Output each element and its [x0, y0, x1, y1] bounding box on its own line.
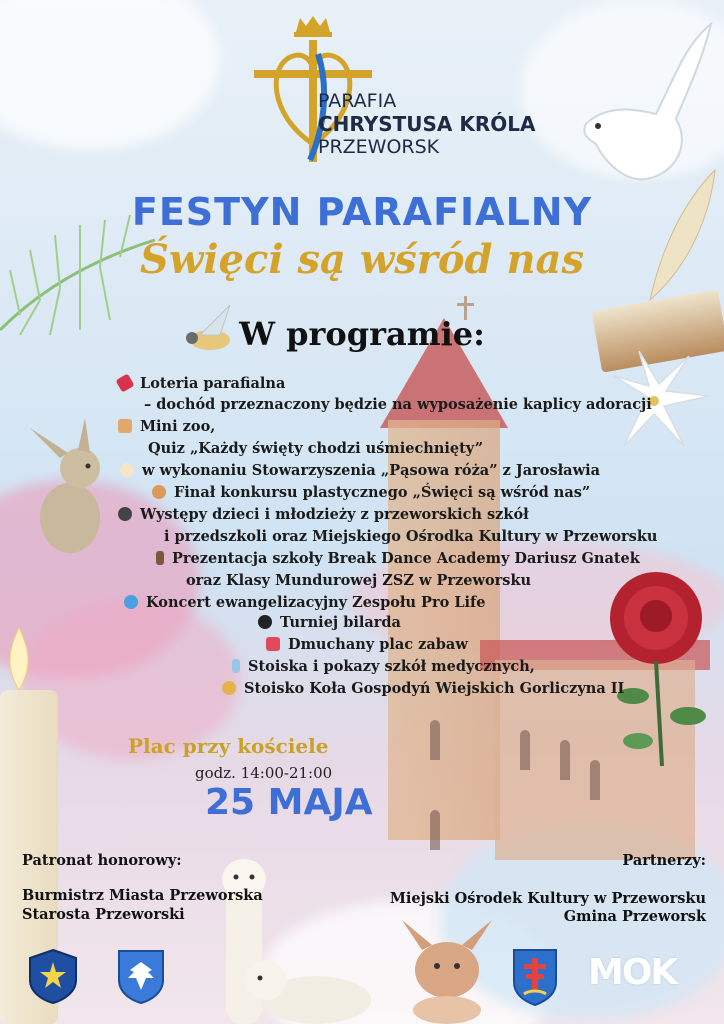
event-subtitle: Święci są wśród nas [140, 236, 584, 283]
rabbit-icon [10, 418, 120, 558]
gmina-przeworsk-crest-icon [512, 948, 558, 1006]
programme-item [118, 418, 215, 435]
programme-item-text: Finał konkursu plastycznego „Święci są wśród nas” [174, 484, 591, 501]
church-tower [388, 420, 500, 840]
ticket-icon [115, 373, 134, 392]
church-window [560, 740, 570, 780]
church-window [430, 810, 440, 850]
programme-item [186, 572, 531, 589]
event-date: 25 MAJA [205, 782, 373, 823]
programme-item-text: – dochód przeznaczony będzie na wyposażenie kaplicy adoracji [144, 396, 652, 413]
programme-item [266, 636, 468, 653]
flame-icon [6, 628, 32, 692]
deer-icon [392, 910, 502, 1024]
programme-item-text: Loteria parafialna [140, 375, 286, 392]
feather-icon [640, 165, 720, 305]
programme-item-text: Mini zoo, [140, 418, 216, 435]
programme-item [144, 396, 652, 413]
programme-item [152, 484, 590, 501]
angel-icon [120, 463, 134, 477]
programme-item [124, 594, 486, 611]
programme-item-text: w wykonaniu Stowarzyszenia „Pąsowa róża” z Jarosławia [142, 462, 600, 479]
event-title: FESTYN PARAFIALNY [131, 190, 593, 234]
mok-logo: MOK [588, 952, 677, 993]
programme-item-text: Koncert ewangelizacyjny Zespołu Pro Life [146, 594, 486, 611]
programme-item [258, 614, 401, 631]
dancer-icon [156, 551, 164, 565]
llama-icon [118, 419, 132, 433]
logo-line-parafia: PARAFIA [318, 90, 397, 112]
przeworsk-county-crest-icon [116, 948, 166, 1004]
programme-item-text: Dmuchany plac zabaw [288, 636, 468, 653]
programme-item-text: Stoiska i pokazy szkół medycznych, [248, 658, 535, 675]
programme-item-text: oraz Klasy Mundurowej ZSZ w Przeworsku [186, 572, 532, 589]
partners-line: Miejski Ośrodek Kultury w Przeworsku [389, 890, 706, 907]
church-window [430, 720, 440, 760]
pie-icon [222, 681, 236, 695]
bouncy-castle-icon [266, 637, 280, 651]
programme-item [156, 550, 640, 567]
programme-item [232, 658, 535, 675]
patronage-heading: Patronat honorowy: [22, 852, 182, 869]
programme-item [118, 375, 285, 392]
logo-line-chrystusa-krola: CHRYSTUSA KRÓLA [318, 112, 536, 136]
church-window [520, 730, 530, 770]
logo-line-przeworsk: PRZEWORSK [318, 136, 440, 158]
event-hours: godz. 14:00-21:00 [195, 764, 333, 782]
programme-item-text: Występy dzieci i młodzieży z przeworskich szkół [140, 506, 529, 523]
programme-heading: W programie: [239, 315, 485, 353]
programme-item-text: Turniej bilarda [280, 614, 401, 631]
programme-item [164, 528, 657, 545]
przeworsk-city-crest-icon [28, 948, 78, 1004]
rose-icon [598, 566, 724, 766]
patronage-line: Burmistrz Miasta Przeworska [22, 887, 263, 904]
microphone-icon [118, 507, 132, 521]
syringe-icon [232, 659, 240, 673]
palette-icon [152, 485, 166, 499]
dove-icon [566, 14, 716, 184]
lamb-icon [236, 950, 376, 1024]
programme-item-text: Quiz „Każdy święty chodzi uśmiechnięty” [148, 440, 484, 457]
billiard-ball-icon [258, 615, 272, 629]
crown-icon [296, 16, 330, 32]
patronage-line: Starosta Przeworski [22, 906, 185, 923]
cross-icon [457, 303, 474, 306]
programme-item-text: Stoisko Koła Gospodyń Wiejskich Gorliczyna II [244, 680, 625, 697]
programme-item [222, 680, 624, 697]
programme-item [148, 440, 483, 457]
church-window [590, 760, 600, 800]
programme-item [120, 462, 600, 479]
programme-item-text: Prezentacja szkoły Break Dance Academy Dariusz Gnatek [172, 550, 640, 567]
event-place: Plac przy kościele [128, 734, 329, 758]
music-notes-icon [124, 595, 138, 609]
cloud-decoration [0, 0, 220, 150]
programme-item-text: i przedszkoli oraz Miejskiego Ośrodka Kultury w Przeworsku [164, 528, 658, 545]
programme-item [118, 506, 529, 523]
partners-line: Gmina Przeworsk [563, 908, 706, 925]
partners-heading: Partnerzy: [622, 852, 706, 869]
